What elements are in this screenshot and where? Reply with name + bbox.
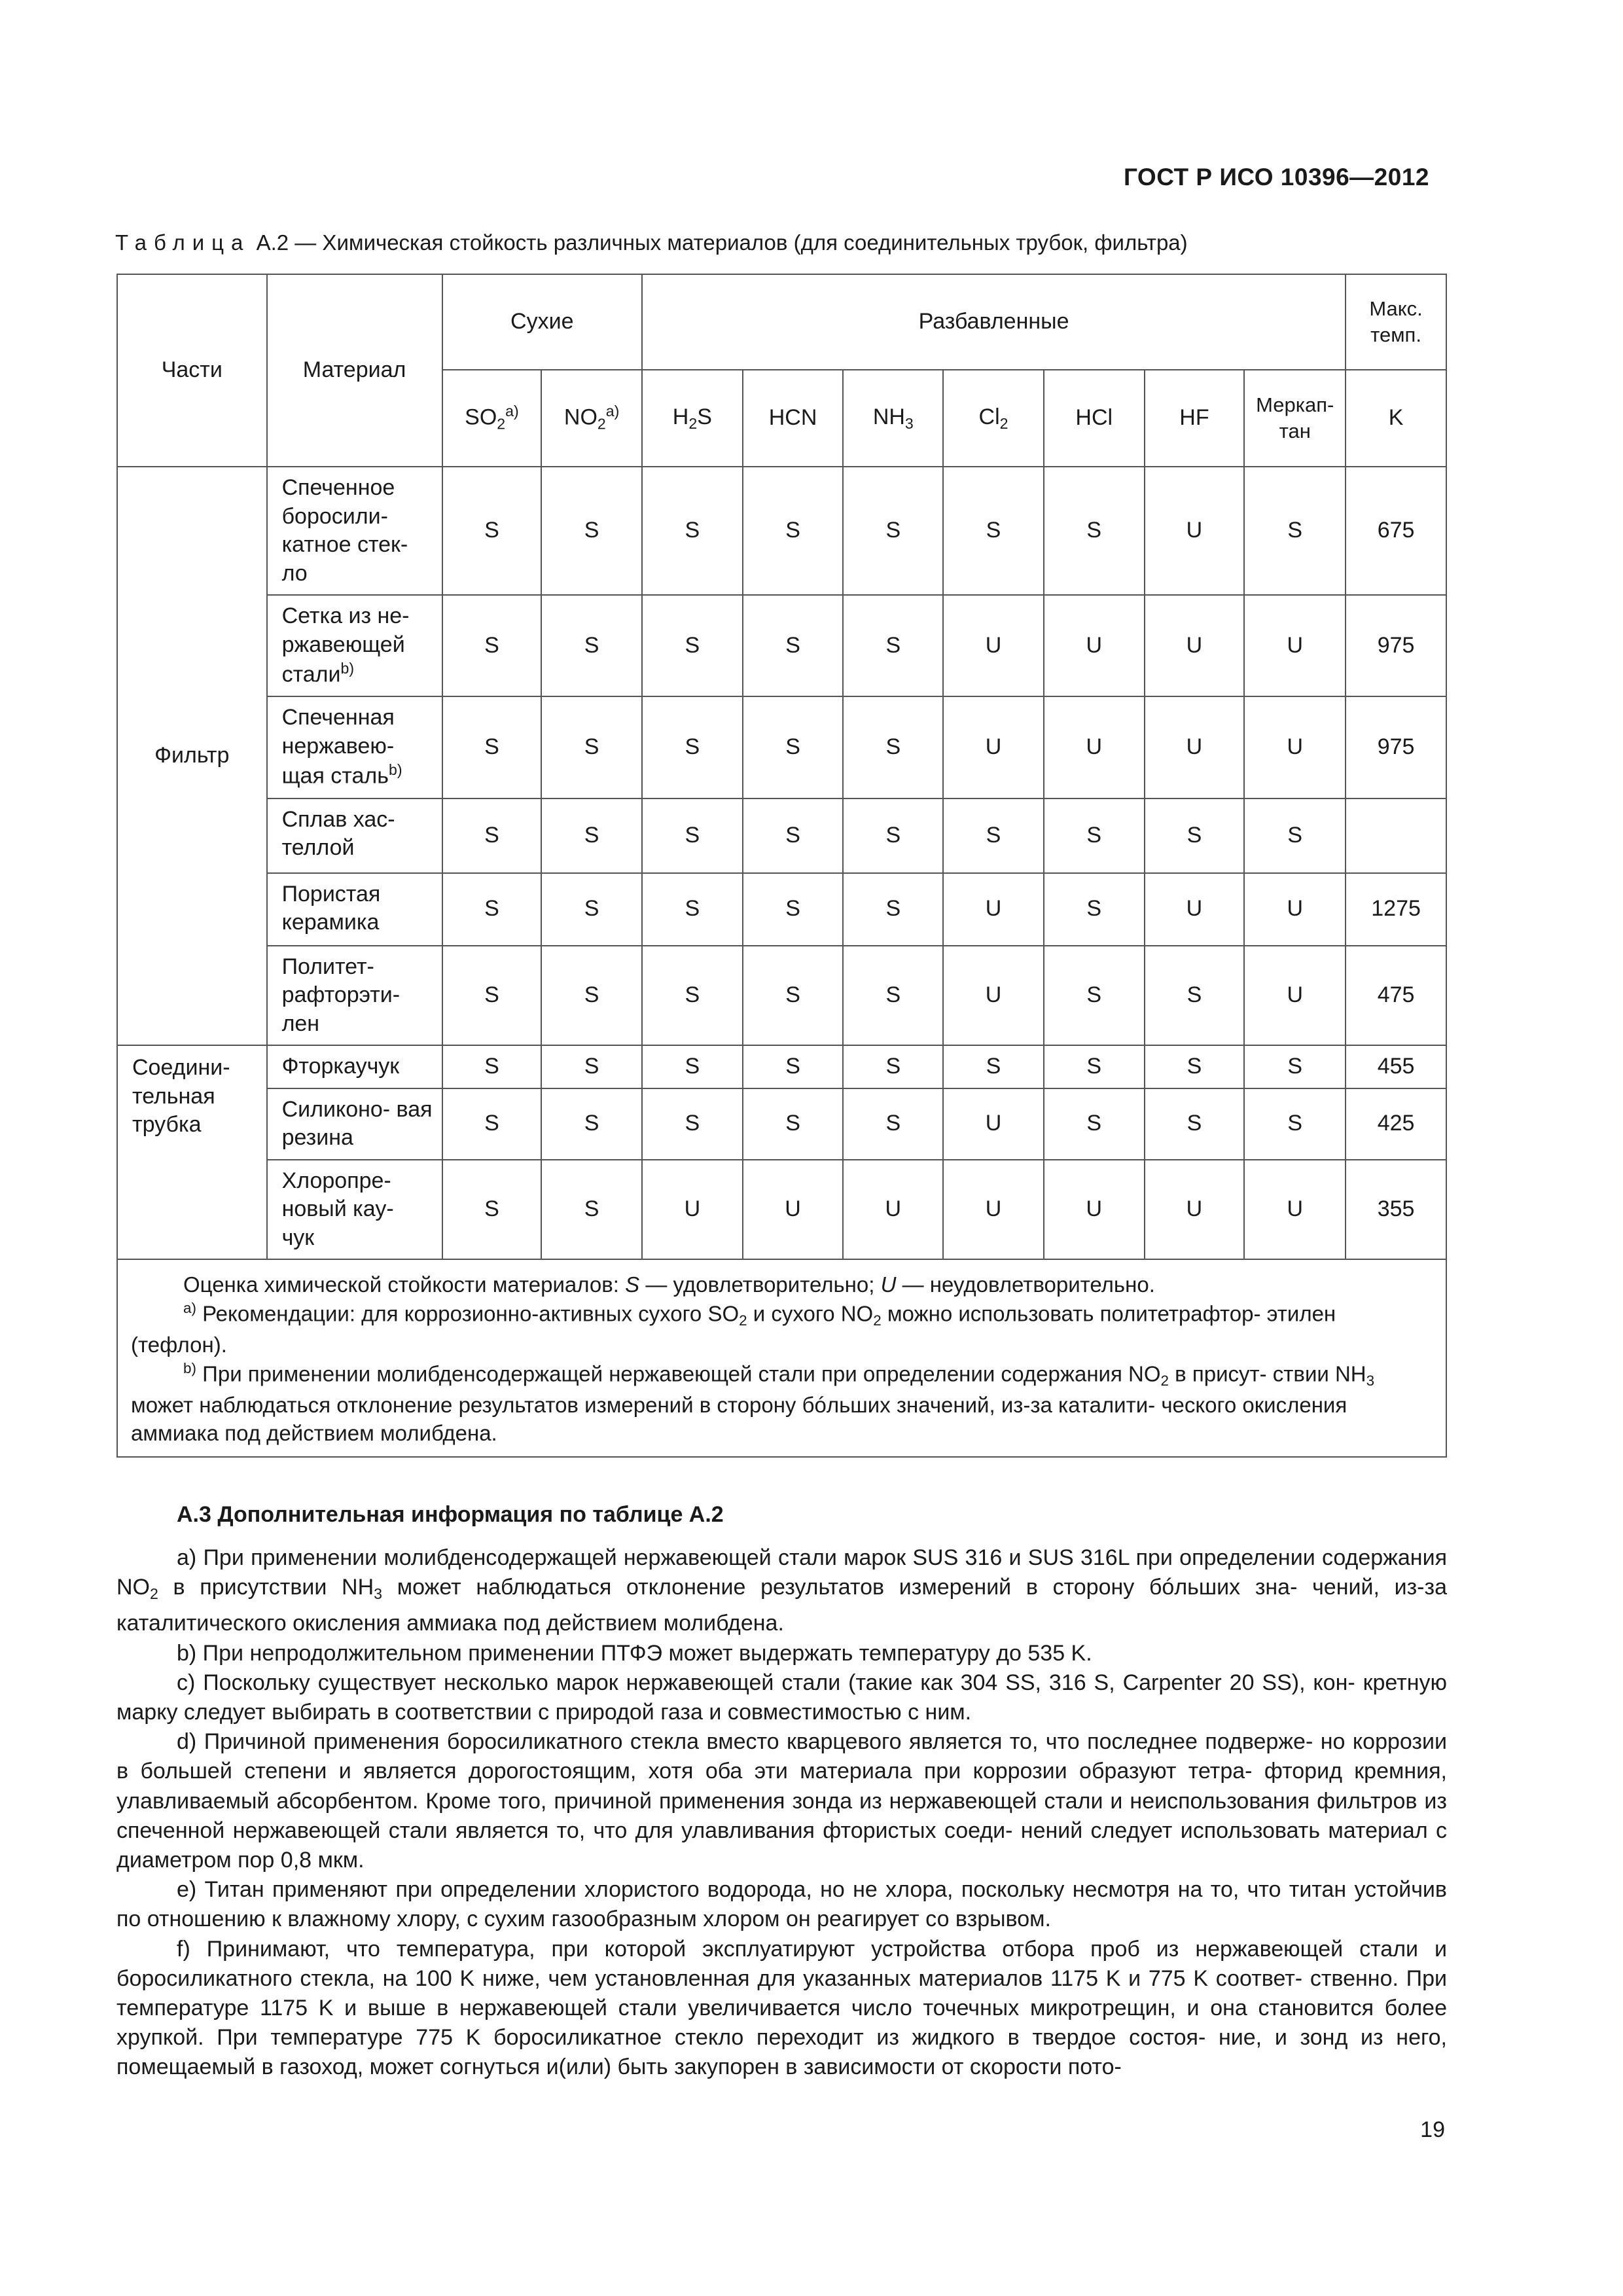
cell-rating: S bbox=[442, 1088, 542, 1160]
material-name: Сетка из не- ржавеющей стали bbox=[281, 603, 410, 687]
table-row bbox=[117, 595, 1446, 696]
cell-rating: S bbox=[843, 946, 943, 1046]
cell-rating: S bbox=[1044, 946, 1145, 1046]
cell-material bbox=[267, 467, 442, 595]
cell-rating: S bbox=[541, 1045, 642, 1088]
cell-rating: S bbox=[541, 467, 642, 595]
cell-rating: U bbox=[1244, 946, 1346, 1046]
cell-rating: S bbox=[541, 946, 642, 1046]
material-footnote-mark: b) bbox=[388, 761, 402, 779]
cell-rating: S bbox=[1145, 798, 1245, 873]
cell-rating: S bbox=[1244, 1045, 1346, 1088]
cell-rating: U bbox=[1044, 1160, 1145, 1260]
cell-rating: S bbox=[1145, 1045, 1245, 1088]
cell-material bbox=[267, 946, 442, 1046]
cell-max-temp: 975 bbox=[1346, 595, 1446, 696]
col-header-max-temp: Макс. темп. bbox=[1346, 274, 1446, 370]
table-caption-label: Таблица bbox=[115, 230, 251, 255]
cell-rating: U bbox=[743, 1160, 844, 1260]
cell-rating: S bbox=[943, 467, 1044, 595]
document-code: ГОСТ Р ИСО 10396—2012 bbox=[1123, 164, 1429, 190]
cell-max-temp bbox=[1346, 798, 1446, 873]
cell-rating: U bbox=[1244, 873, 1346, 946]
cell-rating: S bbox=[541, 595, 642, 696]
cell-rating: S bbox=[642, 873, 743, 946]
cell-rating: U bbox=[943, 595, 1044, 696]
cell-rating: S bbox=[843, 1088, 943, 1160]
table-row bbox=[117, 873, 1446, 946]
cell-rating: S bbox=[1044, 1088, 1145, 1160]
cell-rating: U bbox=[1145, 595, 1245, 696]
cell-rating: S bbox=[1044, 1045, 1145, 1088]
cell-rating: U bbox=[1044, 595, 1145, 696]
col-header-mercaptan: Меркап- тан bbox=[1244, 370, 1346, 467]
table-row bbox=[117, 946, 1446, 1046]
cell-rating: S bbox=[642, 595, 743, 696]
col-header-no2: $NO_2^{a)}$ bbox=[541, 370, 642, 467]
cell-max-temp: 455 bbox=[1346, 1045, 1446, 1088]
material-name: Хлоропре- новый кау- чук bbox=[281, 1168, 394, 1250]
paragraph-a: a) При применении молибденсодержащей нержавеющей стали марок SUS 316 и SUS 316L при определении содержания $NO_2$ в присутствии $NH_3$ может наблюдаться отклонение результатов измерений в сторону бóльших зна- чений, из-за каталитического окисления аммиака под действием молибдена. bbox=[116, 1545, 1447, 1636]
cell-rating: S bbox=[843, 1045, 943, 1088]
paragraph-d: d) Причиной применения боросиликатного стекла вместо кварцевого является то, что последнее подверже- но коррозии в большей степени и является дорогостоящим, хотя оба эти материала при коррозии образуют тетра- фторид кремния, улавливаемый абсорбентом. Кроме того, причиной применения зонда из нержавеющей стали и неиспользования фильтров из спеченной нержавеющей стали является то, что для улавливания фтористых соеди- нений следует использовать материал с диаметром пор 0,8 мкм. bbox=[116, 1729, 1447, 1873]
cell-rating: S bbox=[541, 873, 642, 946]
col-header-dry: Сухие bbox=[442, 274, 642, 370]
paragraph-c: c) Поскольку существует несколько марок нержавеющей стали (такие как 304 SS, 316 S, Carpenter 20 SS), кон- кретную марку следует выбирать в соответствии с природой газа и совместимостью с ним. bbox=[116, 1670, 1447, 1725]
cell-rating: S bbox=[743, 1088, 844, 1160]
table-caption-text: А.2 — Химическая стойкость различных материалов (для соединительных трубок, фильтра) bbox=[256, 230, 1188, 255]
table-row bbox=[117, 1045, 1446, 1088]
cell-part: Соедини- тельная трубка bbox=[117, 1045, 267, 1259]
cell-rating: S bbox=[541, 1160, 642, 1260]
material-name: Сплав хас- теллой bbox=[281, 806, 395, 861]
paragraph-b: b) При непродолжительном применении ПТФЭ может выдержать температуру до 535 K. bbox=[177, 1640, 1092, 1666]
cell-rating: S bbox=[743, 696, 844, 798]
col-header-parts: Части bbox=[117, 274, 267, 467]
cell-rating: S bbox=[743, 467, 844, 595]
cell-rating: S bbox=[442, 595, 542, 696]
cell-rating: S bbox=[442, 1160, 542, 1260]
col-header-kelvin: K bbox=[1346, 370, 1446, 467]
cell-max-temp: 975 bbox=[1346, 696, 1446, 798]
table-row bbox=[117, 798, 1446, 873]
cell-material bbox=[267, 1088, 442, 1160]
cell-rating: U bbox=[1145, 1160, 1245, 1260]
cell-rating: U bbox=[943, 1088, 1044, 1160]
cell-rating: S bbox=[843, 696, 943, 798]
cell-rating: U bbox=[943, 873, 1044, 946]
material-name: Силиконо- вая резина bbox=[281, 1096, 433, 1151]
cell-rating: S bbox=[843, 595, 943, 696]
cell-rating: S bbox=[442, 467, 542, 595]
cell-rating: S bbox=[1145, 1088, 1245, 1160]
table-notes bbox=[117, 1259, 1446, 1457]
cell-rating: S bbox=[642, 467, 743, 595]
col-header-nh3: $NH_3$ bbox=[843, 370, 943, 467]
cell-rating: U bbox=[1145, 873, 1245, 946]
cell-rating: S bbox=[843, 873, 943, 946]
cell-rating: S bbox=[1244, 1088, 1346, 1160]
material-name: Политет- рафторэти- лен bbox=[281, 954, 401, 1036]
cell-material bbox=[267, 1160, 442, 1260]
cell-rating: S bbox=[442, 1045, 542, 1088]
cell-rating: U bbox=[1145, 467, 1245, 595]
cell-rating: S bbox=[943, 798, 1044, 873]
cell-rating: U bbox=[943, 1160, 1044, 1260]
material-name: Спеченная нержавею- щая сталь bbox=[281, 705, 395, 789]
cell-rating: S bbox=[843, 798, 943, 873]
paragraph-e: e) Титан применяют при определении хлористого водорода, но не хлора, поскольку несмотря на то, что титан устойчив по отношению к влажному хлору, с сухим газообразным хлором он реагирует со взрывом. bbox=[116, 1877, 1447, 1932]
cell-rating: S bbox=[1044, 467, 1145, 595]
cell-rating: S bbox=[1244, 798, 1346, 873]
col-header-h2s: $H_2S$ bbox=[642, 370, 743, 467]
cell-rating: S bbox=[642, 1088, 743, 1160]
cell-rating: S bbox=[743, 798, 844, 873]
cell-rating: S bbox=[1244, 467, 1346, 595]
cell-rating: S bbox=[743, 946, 844, 1046]
body-text bbox=[116, 1543, 1447, 2083]
cell-rating: S bbox=[442, 798, 542, 873]
cell-rating: U bbox=[1145, 696, 1245, 798]
cell-rating: S bbox=[843, 467, 943, 595]
cell-rating: S bbox=[442, 696, 542, 798]
cell-rating: S bbox=[642, 798, 743, 873]
cell-max-temp: 425 bbox=[1346, 1088, 1446, 1160]
cell-rating: S bbox=[442, 873, 542, 946]
table-row bbox=[117, 1160, 1446, 1260]
material-footnote-mark: b) bbox=[340, 660, 355, 677]
cell-rating: S bbox=[642, 946, 743, 1046]
cell-rating: S bbox=[541, 798, 642, 873]
col-header-so2: $SO_2^{a)}$ bbox=[442, 370, 542, 467]
cell-rating: S bbox=[1044, 798, 1145, 873]
cell-rating: U bbox=[943, 946, 1044, 1046]
note-rating: Оценка химической стойкости материалов: S — удовлетворительно; U — неудовлетворительно. bbox=[183, 1272, 1155, 1297]
col-header-material: Материал bbox=[267, 274, 442, 467]
col-header-diluted: Разбавленные bbox=[642, 274, 1346, 370]
cell-rating: S bbox=[743, 595, 844, 696]
material-name: Пористая керамика bbox=[281, 881, 381, 935]
cell-rating: S bbox=[642, 696, 743, 798]
cell-material bbox=[267, 696, 442, 798]
cell-rating: S bbox=[541, 1088, 642, 1160]
table-row bbox=[117, 1088, 1446, 1160]
cell-rating: U bbox=[843, 1160, 943, 1260]
cell-rating: U bbox=[1244, 1160, 1346, 1260]
col-header-hcl: HCl bbox=[1044, 370, 1145, 467]
cell-material bbox=[267, 873, 442, 946]
material-name: Фторкаучук bbox=[281, 1054, 400, 1079]
col-header-hf: HF bbox=[1145, 370, 1245, 467]
note-a: $^{a)}$ Рекомендации: для коррозионно-активных сухого $SO_2$ и сухого $NO_2$ можно использовать политетрафтор- этилен (тефлон). bbox=[131, 1300, 1336, 1357]
table-row bbox=[117, 696, 1446, 798]
cell-rating: S bbox=[442, 946, 542, 1046]
cell-rating: S bbox=[1044, 873, 1145, 946]
table-caption bbox=[115, 230, 1188, 255]
col-header-hcn: HCN bbox=[743, 370, 844, 467]
note-b: $^{b)}$ При применении молибденсодержащей нержавеющей стали при определении содержания $NO_2$ в присут- ствии $NH_3$ может наблюдаться отклонение результатов измерений в сторону бóльших значений, из-за каталити- ческого окисления аммиака под действием молибдена. bbox=[131, 1360, 1375, 1445]
table-row bbox=[117, 467, 1446, 595]
section-title: А.3 Дополнительная информация по таблице А.2 bbox=[177, 1502, 724, 1527]
page-number: 19 bbox=[1420, 2117, 1445, 2142]
cell-max-temp: 1275 bbox=[1346, 873, 1446, 946]
cell-rating: S bbox=[1145, 946, 1245, 1046]
col-header-cl2: $Cl_2$ bbox=[943, 370, 1044, 467]
cell-rating: S bbox=[541, 696, 642, 798]
cell-rating: S bbox=[943, 1045, 1044, 1088]
cell-max-temp: 675 bbox=[1346, 467, 1446, 595]
cell-max-temp: 475 bbox=[1346, 946, 1446, 1046]
cell-max-temp: 355 bbox=[1346, 1160, 1446, 1260]
cell-rating: U bbox=[943, 696, 1044, 798]
cell-rating: S bbox=[642, 1045, 743, 1088]
cell-rating: U bbox=[1244, 595, 1346, 696]
material-name: Спеченное боросили- катное стек- ло bbox=[281, 475, 408, 586]
cell-rating: U bbox=[1044, 696, 1145, 798]
cell-part: Фильтр bbox=[117, 467, 267, 1045]
paragraph-f: f) Принимают, что температура, при которой эксплуатируют устройства отбора проб из нержавеющей стали и боросиликатного стекла, на 100 K ниже, чем установленная для указанных материалов 1175 K и 775 K соответ- ственно. При температуре 1175 K и выше в нержавеющей стали увеличивается число точечных микротрещин, и она становится более хрупкой. При температуре 775 K боросиликатное стекло переходит из жидкого в твердое состоя- ние, и зонд из него, помещаемый в газоход, может согнуться и(или) быть закупорен в зависимости от скорости пото- bbox=[116, 1936, 1447, 2080]
cell-rating: S bbox=[743, 873, 844, 946]
cell-material bbox=[267, 595, 442, 696]
cell-material bbox=[267, 1045, 442, 1088]
chemical-resistance-table bbox=[116, 274, 1447, 1458]
cell-rating: S bbox=[743, 1045, 844, 1088]
cell-rating: U bbox=[1244, 696, 1346, 798]
cell-material bbox=[267, 798, 442, 873]
cell-rating: U bbox=[642, 1160, 743, 1260]
